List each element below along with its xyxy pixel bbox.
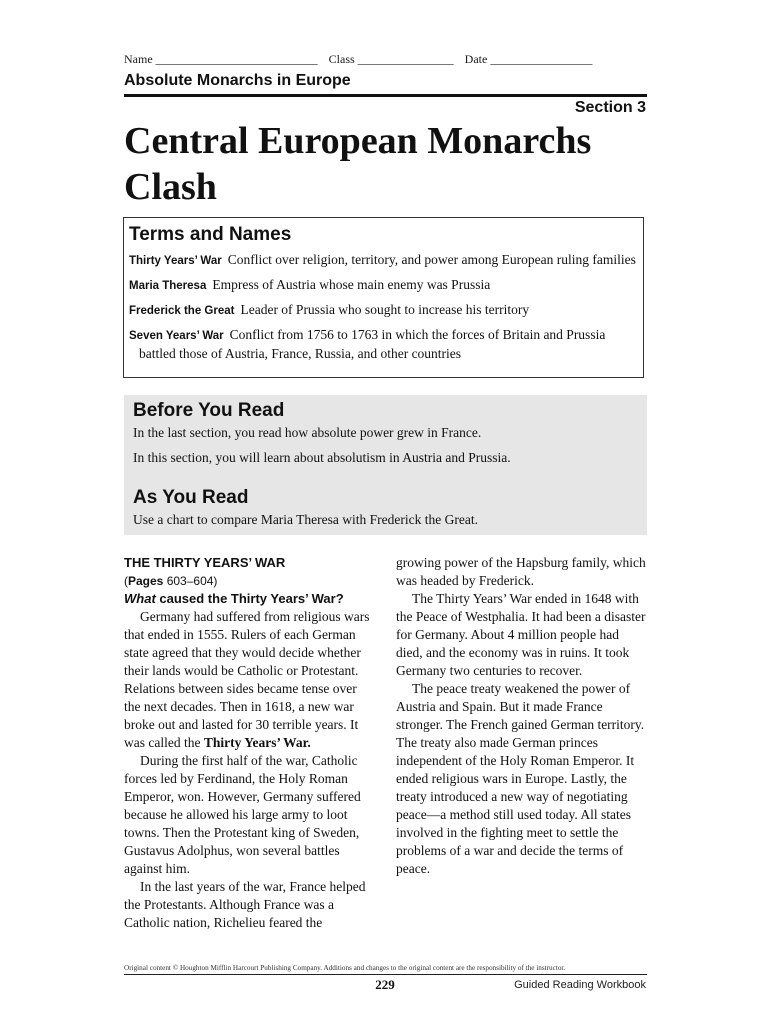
paragraph-1: Germany had suffered from religious wars that ended in 1555. Rulers of each German state agreed that they would decide whether their lands would be Catholic or Protestant. Relations between sides became tense over the next decades. Then in 1618, a new war broke out and lasted for 30 terrible years. It was called the Thirty Years’ War. [124,609,370,750]
name-class-date-line [124,52,646,67]
class-field: Class ________________ [328,52,454,66]
copyright-notice: Original content © Houghton Mifflin Harcourt Publishing Company. Additions and changes to the original content are the responsibility of the instructor. [124,964,566,972]
page-number: 229 [375,977,395,992]
term-definition: Conflict over religion, territory, and power among European ruling families [227,252,636,267]
page-title [124,118,654,210]
term-frederick-the-great [129,301,637,320]
section-label: Section 3 [574,99,646,116]
reading-guide-panel [124,395,647,535]
article-left-column [124,554,376,932]
paragraph-3-end: growing power of the Hapsburg family, which was headed by Frederick. [396,555,646,588]
term-name: Maria Theresa [129,280,207,292]
paragraph-2: During the first half of the war, Catholic forces led by Ferdinand, the Holy Roman Emperor, won. However, Germany suffered because he allowed his large army to loot towns. Then the Protestant king of Sweden, Gustavus Adolphus, won several battles against him. [124,753,361,876]
term-thirty-years-war [129,251,637,270]
name-field: Name ___________________________ [124,52,318,66]
term-definition: Leader of Prussia who sought to increase his territory [240,302,530,317]
term-name: Frederick the Great [129,305,235,317]
paragraph-3-start: In the last years of the war, France helped the Protestants. Although France was a Catholic nation, Richelieu feared the [124,879,366,930]
date-field: Date _________________ [464,52,593,66]
term-definition: Empress of Austria whose main enemy was Prussia [212,277,491,292]
key-term-thirty-years-war: Thirty Years’ War. [203,735,311,750]
page-title-line-1: Central European Monarchs [124,120,592,162]
guiding-question: What caused the Thirty Years’ War? [124,591,344,606]
article-right-column [396,554,648,878]
article-heading: THE THIRTY YEARS’ WAR [124,555,286,570]
term-seven-years-war [129,326,637,363]
paragraph-5: The peace treaty weakened the power of Austria and Spain. But it made France stronger. The French gained German territory. The treaty also made German princes independent of the Holy Roman Emperor. It ended religious wars in Europe. Lastly, the treaty introduced a new way of negotiating peace—a method still used today. All states involved in the fighting meet to settle the problems of a war and decide the terms of peace. [396,681,645,876]
paragraph-4: The Thirty Years’ War ended in 1648 with the Peace of Westphalia. It had been a disaster for Germany. About 4 million people had died, and the economy was in ruins. It took Germany two centuries to recover. [396,591,646,678]
before-you-read-text-2: In this section, you will learn about absolutism in Austria and Prussia. [133,450,511,465]
terms-and-names-box [123,217,644,378]
pages-reference: (Pages 603–604) [124,574,218,588]
header-rule [124,94,647,97]
term-maria-theresa [129,276,637,295]
before-you-read-text-1: In the last section, you read how absolute power grew in France. [133,425,482,440]
page-title-line-2: Clash [124,166,217,208]
term-definition: Conflict from 1756 to 1763 in which the forces of Britain and Prussia battled those of Austria, France, Russia, and other countries [139,327,606,361]
as-you-read-text: Use a chart to compare Maria Theresa with Frederick the Great. [133,512,478,527]
unit-title: Absolute Monarchs in Europe [124,72,351,89]
term-name: Seven Years’ War [129,330,224,342]
term-name: Thirty Years’ War [129,255,222,267]
terms-heading: Terms and Names [129,224,292,245]
workbook-label: Guided Reading Workbook [514,979,646,991]
before-you-read-heading: Before You Read [133,400,285,421]
as-you-read-heading: As You Read [133,487,249,508]
footer-rule [124,974,647,975]
